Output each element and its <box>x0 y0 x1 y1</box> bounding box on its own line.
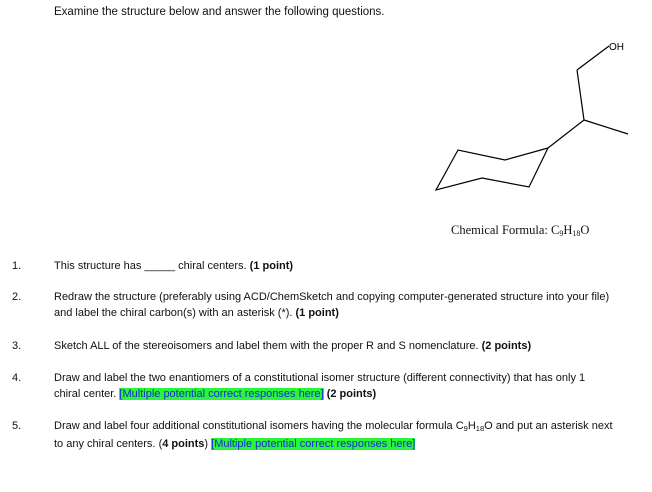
question-text: This structure has _____ chiral centers. (1 point) <box>54 260 294 272</box>
instructions-text: Examine the structure below and answer the following questions. <box>54 6 385 18</box>
cyclohexane-ring <box>436 148 548 190</box>
ethyl-bond-2 <box>577 46 609 70</box>
hydroxyl-label: OH <box>609 42 624 53</box>
question-text: Redraw the structure (preferably using ACD/ChemSketch and copying computer-generated structure into your file) and label the chiral carbon(s) with an asterisk (*). (1 point) <box>54 291 610 319</box>
molecule-structure <box>420 30 652 200</box>
methyl-bond <box>584 120 628 134</box>
ring-to-branch-bond <box>548 120 584 148</box>
question-text: Sketch ALL of the stereoisomers and label them with the proper R and S nomenclature. (2 points) <box>54 340 532 352</box>
chemical-formula: Chemical Formula: $C_9H_{18}O$ <box>451 223 590 238</box>
question-text: Draw and label the two enantiomers of a constitutional isomer structure (different connectivity) that has only 1 chiral center. [Multiple potential correct responses here] (2 points) <box>54 372 586 400</box>
question-number: 3. <box>12 340 22 352</box>
question-number: 4. <box>12 372 22 384</box>
highlight-note: [Multiple potential correct responses here] <box>119 387 324 400</box>
question-number: 5. <box>12 420 22 432</box>
question-number: 1. <box>12 260 22 272</box>
question-text: Draw and label four additional constitutional isomers having the molecular formula $C_9H_{18}O$ and put an asterisk next to any chiral centers. (4 points) [Multiple potential correct responses here] <box>54 420 613 450</box>
ethyl-bond-1 <box>577 70 584 120</box>
question-number: 2. <box>12 291 22 303</box>
highlight-note: [Multiple potential correct responses here] <box>211 437 416 450</box>
